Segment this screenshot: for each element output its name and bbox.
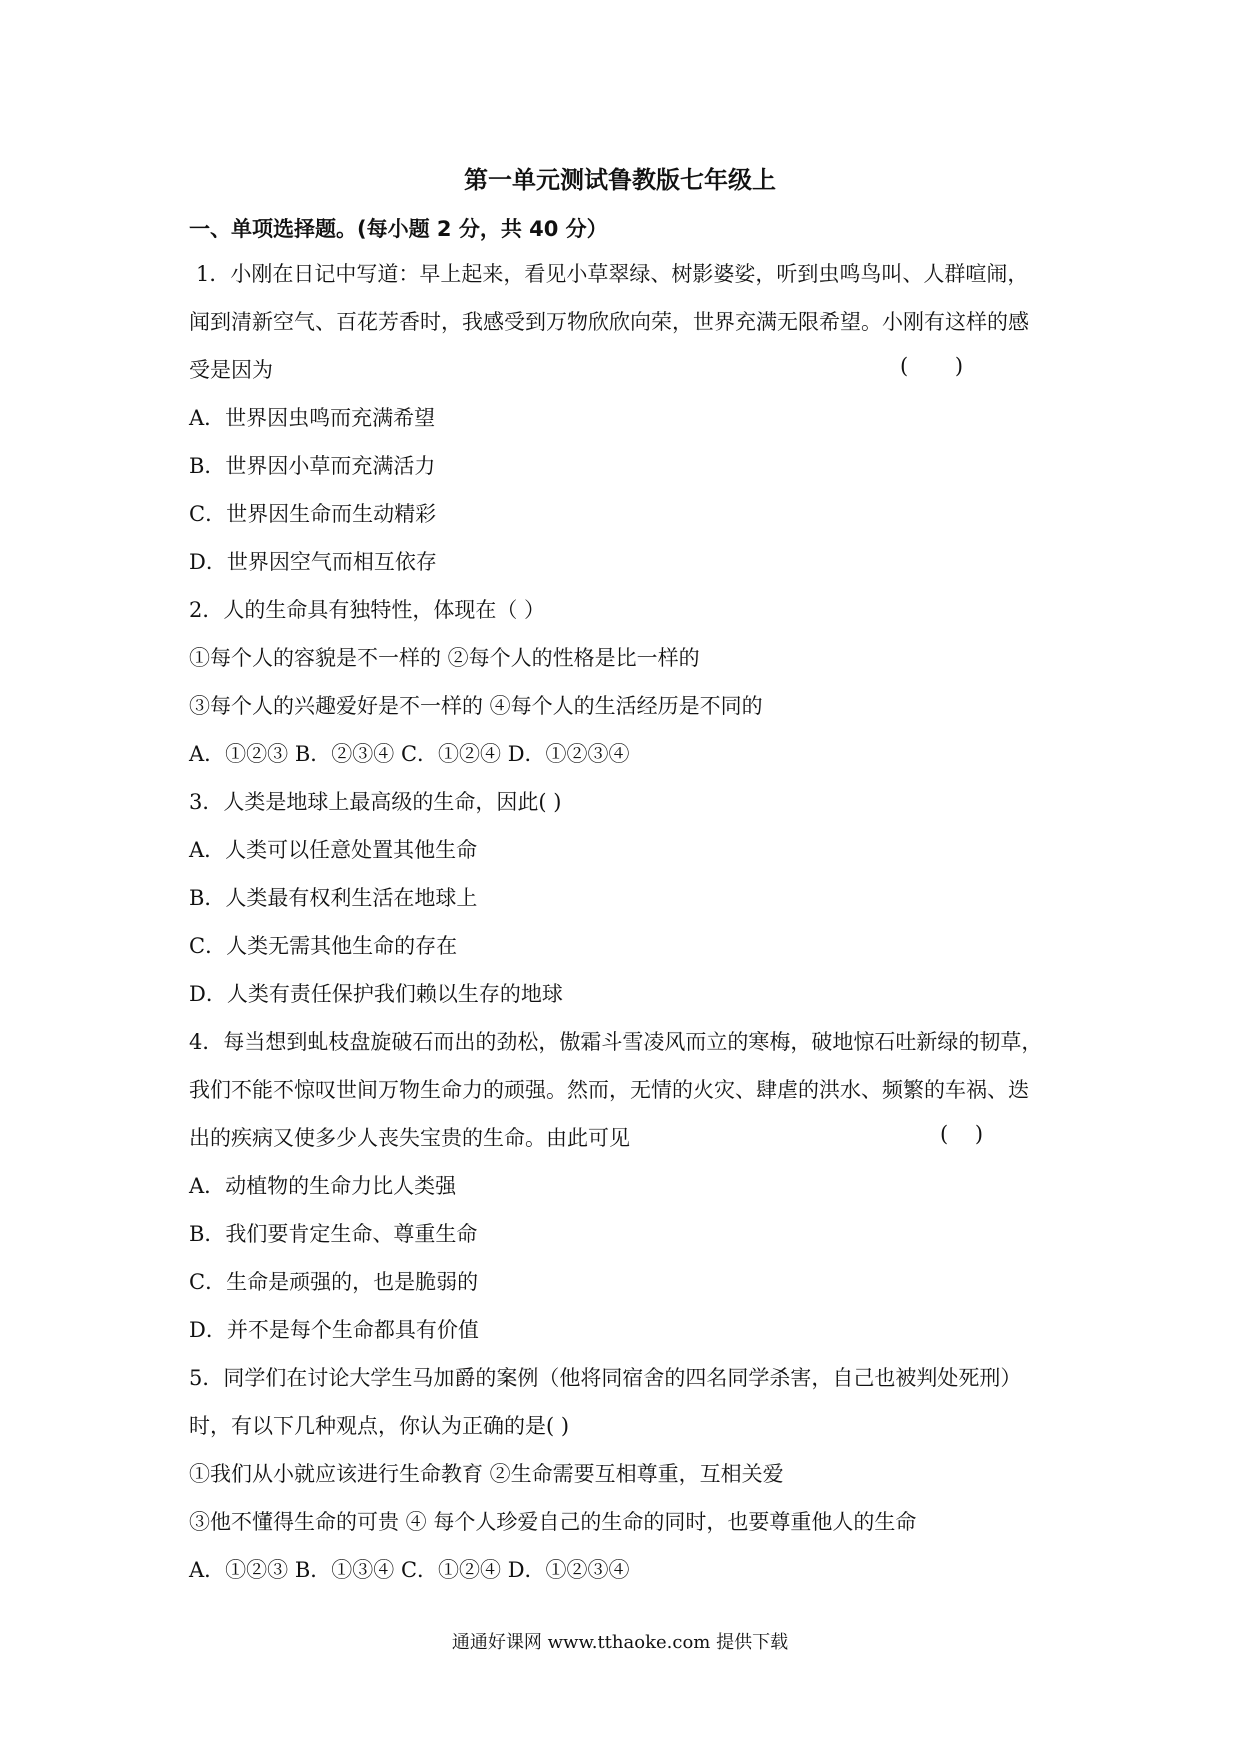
option-d-q1: D．世界因空气而相互依存 — [189, 550, 437, 574]
option-b-q1: B．世界因小草而充满活力 — [189, 454, 436, 478]
answer-blank-q4: ( ) — [940, 1122, 984, 1146]
page-title: 第一单元测试鲁教版七年级上 — [464, 166, 776, 194]
question-1-line-1: 1．小刚在日记中写道：早上起来，看见小草翠绿、树影婆娑，听到虫鸣鸟叫、人群喧闹， — [196, 262, 1029, 286]
option-b-q3: B．人类最有权利生活在地球上 — [189, 886, 478, 910]
question-5-options: A．①②③ B．①③④ C．①②④ D．①②③④ — [189, 1558, 630, 1582]
section-heading: 一、单项选择题。(每小题 2 分，共 40 分） — [189, 217, 608, 241]
question-3-stem: 3．人类是地球上最高级的生命，因此( ) — [189, 790, 562, 814]
question-2-item-line-2: ③每个人的兴趣爱好是不一样的 ④每个人的生活经历是不同的 — [189, 694, 763, 718]
question-2-options: A．①②③ B．②③④ C．①②④ D．①②③④ — [189, 742, 630, 766]
option-d-q3: D．人类有责任保护我们赖以生存的地球 — [189, 982, 563, 1006]
option-a-q1: A．世界因虫鸣而充满希望 — [189, 406, 436, 430]
question-5-line-2: 时，有以下几种观点，你认为正确的是( ) — [189, 1414, 570, 1438]
option-c-q3: C．人类无需其他生命的存在 — [189, 934, 458, 958]
option-c-q4: C．生命是顽强的，也是脆弱的 — [189, 1270, 479, 1294]
option-a-q4: A．动植物的生命力比人类强 — [189, 1174, 457, 1198]
question-4-line-3: 出的疾病又使多少人丧失宝贵的生命。由此可见 — [189, 1126, 630, 1150]
option-d-q4: D．并不是每个生命都具有价值 — [189, 1318, 479, 1342]
question-1-line-2: 闻到清新空气、百花芳香时，我感受到万物欣欣向荣，世界充满无限希望。小刚有这样的感 — [189, 310, 1029, 334]
page-footer: 通通好课网 www.tthaoke.com 提供下载 — [451, 1632, 789, 1653]
question-1-line-3: 受是因为 — [189, 358, 273, 382]
option-a-q3: A．人类可以任意处置其他生命 — [189, 838, 478, 862]
option-b-q4: B．我们要肯定生命、尊重生命 — [189, 1222, 478, 1246]
question-5-line-1: 5．同学们在讨论大学生马加爵的案例（他将同宿舍的四名同学杀害，自己也被判处死刑） — [189, 1366, 1022, 1390]
question-2-item-line-1: ①每个人的容貌是不一样的 ②每个人的性格是比一样的 — [189, 646, 700, 670]
question-5-item-line-1: ①我们从小就应该进行生命教育 ②生命需要互相尊重，互相关爱 — [189, 1462, 784, 1486]
option-c-q1: C．世界因生命而生动精彩 — [189, 502, 437, 526]
question-4-line-2: 我们不能不惊叹世间万物生命力的顽强。然而，无情的火灾、肆虐的洪水、频繁的车祸、迭 — [189, 1078, 1029, 1102]
answer-blank-q1: ( ) — [900, 354, 964, 378]
question-5-item-line-2: ③他不懂得生命的可贵 ④ 每个人珍爱自己的生命的同时，也要尊重他人的生命 — [189, 1510, 917, 1534]
question-4-line-1: 4．每当想到虬枝盘旋破石而出的劲松，傲霜斗雪凌风而立的寒梅，破地惊石吐新绿的韧草， — [189, 1030, 1043, 1054]
question-2-stem: 2．人的生命具有独特性，体现在（ ） — [189, 598, 546, 622]
